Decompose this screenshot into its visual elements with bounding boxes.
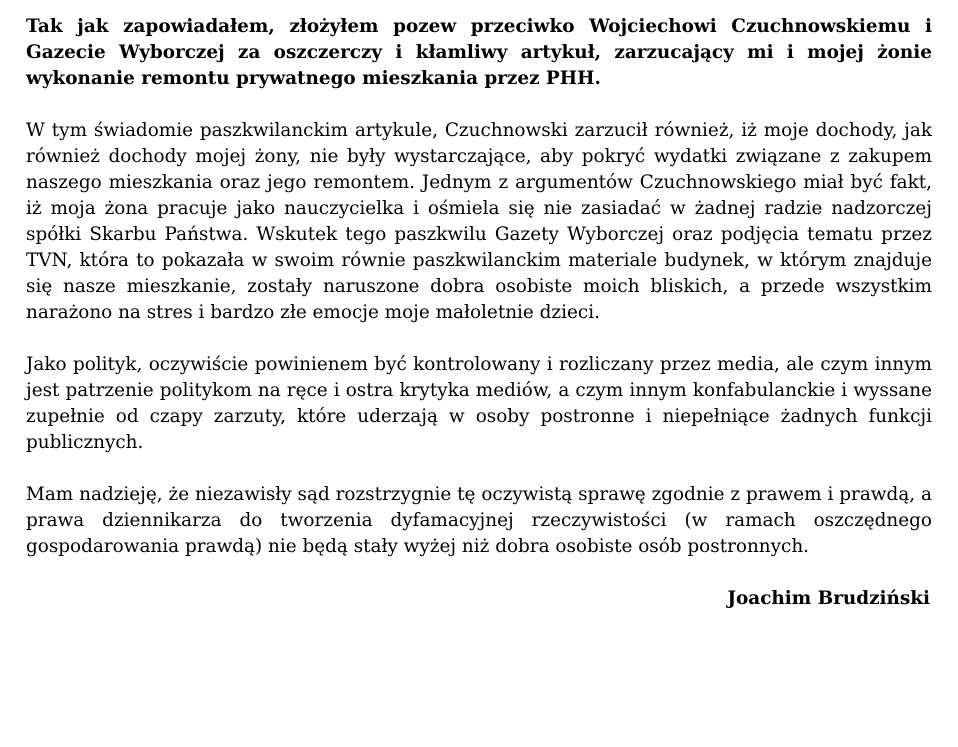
signature: Joachim Brudziński: [727, 588, 930, 609]
intro-paragraph: Tak jak zapowiadałem, złożyłem pozew przeciwko Wojciechowi Czuchnowskiemu i Gazecie Wyborczej za oszczerczy i kłamliwy artykuł, zarzucający mi i mojej żonie wykonanie remontu prywatnego mieszkania przez PHH.: [26, 16, 932, 89]
body-paragraph-3: Mam nadzieję, że niezawisły sąd rozstrzygnie tę oczywistą sprawę zgodnie z prawem i prawdą, a prawa dziennikarza do tworzenia dyfamacyjnej rzeczywistości (w ramach oszczędnego gospodarowania prawdą) nie będą stały wyżej niż dobra osobiste osób postronnych.: [26, 484, 932, 557]
body-paragraph-1: W tym świadomie paszkwilanckim artykule, Czuchnowski zarzucił również, iż moje dochody, jak również dochody mojej żony, nie były wystarczające, aby pokryć wydatki związane z zakupem naszego mieszkania oraz jego remontem. Jednym z argumentów Czuchnowskiego miał być fakt, iż moja żona pracuje jako nauczycielka i ośmiela się nie zasiadać w żadnej radzie nadzorczej spółki Skarbu Państwa. Wskutek tego paszkwilu Gazety Wyborczej oraz podjęcia tematu przez TVN, która to pokazała w swoim równie paszkwilanckim materiale budynek, w którym znajduje się nasze mieszkanie, zostały naruszone dobra osobiste moich bliskich, a przede wszystkim narażono na stres i bardzo złe emocje moje małoletnie dzieci.: [26, 120, 932, 323]
body-paragraph-2: Jako polityk, oczywiście powinienem być kontrolowany i rozliczany przez media, ale czym innym jest patrzenie politykom na ręce i ostra krytyka mediów, a czym innym konfabulanckie i wyssane zupełnie od czapy zarzuty, które uderzają w osoby postronne i niepełniące żadnych funkcji publicznych.: [26, 354, 932, 453]
